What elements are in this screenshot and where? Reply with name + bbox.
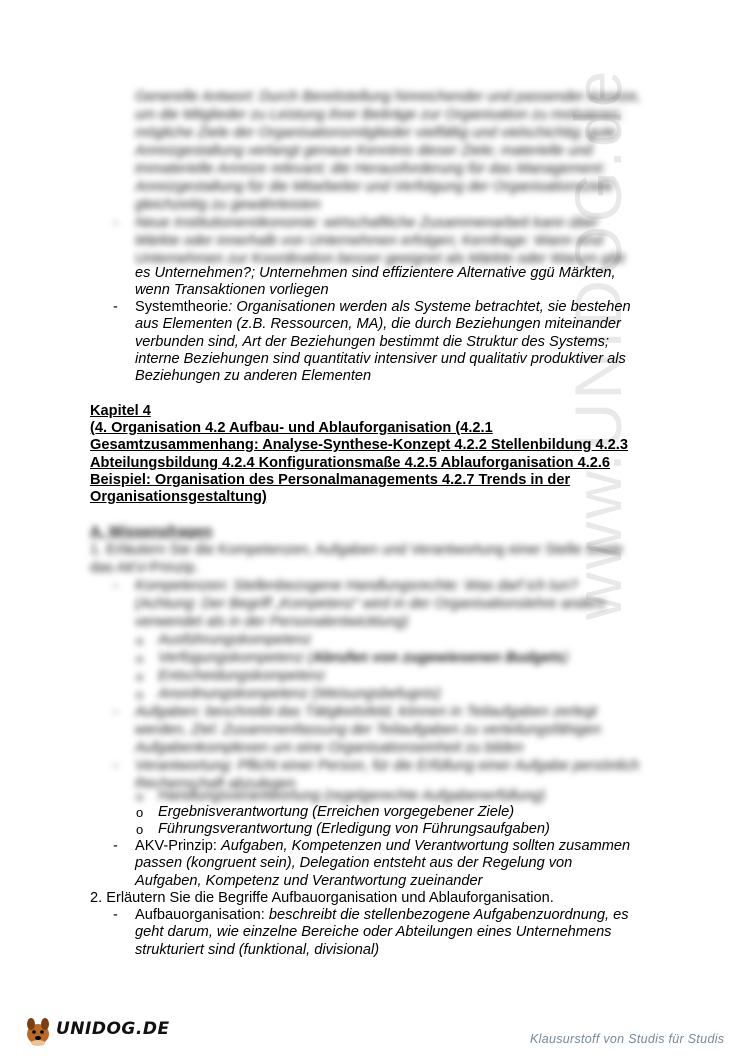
body-line: geht darum, wie einzelne Bereiche oder Abteilungen eines Unternehmens <box>135 924 612 940</box>
list-dash: - <box>113 838 118 854</box>
list-dash: - <box>113 299 118 315</box>
logo-text: UNIDOG.DE <box>56 1019 170 1039</box>
akv-line <box>135 838 630 855</box>
body-line: Führungsverantwortung (Erledigung von Führungsaufgaben) <box>158 821 550 837</box>
text: Verfügungskompetenz ( <box>158 650 313 666</box>
body-line: wenn Transaktionen vorliegen <box>135 282 329 298</box>
term: AKV-Prinzip: <box>135 838 221 854</box>
definition: beschreibt die stellenbezogene Aufgabenzuordnung, es <box>268 907 629 923</box>
body-line: es Unternehmen?; Unternehmen sind effizientere Alternative ggü Märkten, <box>135 265 616 281</box>
question: das AKV-Prinzip. <box>90 560 199 576</box>
blurred-line: Rechenschaft abzulegen <box>135 776 296 792</box>
blurred-line: Verantwortung: Pflicht einer Person, für die Erfüllung einer Aufgabe persönlich <box>135 758 640 774</box>
list-circle: o <box>136 633 144 648</box>
list-dash: - <box>113 704 118 720</box>
aufbau-line <box>135 907 629 924</box>
blurred-line: Neue Institutionenökonomie: wirtschaftliche Zusammenarbeit kann über <box>135 215 599 231</box>
blurred-line: Kompetenzen: Stellenbezogene Handlungsrechte: Was darf ich tun? <box>135 578 578 594</box>
blurred-line: verwendet als in der Personalentwicklung) <box>135 614 409 630</box>
question: 1. Erläutern Sie die Kompetenzen, Aufgaben und Verantwortung einer Stelle sowie <box>90 542 624 558</box>
definition: Aufgaben, Kompetenzen und Verantwortung sollten zusammen <box>220 838 631 854</box>
blurred-line: Aufgaben: beschreibt das Tätigkeitsfeld, können in Teilaufgaben zerlegt <box>135 704 597 720</box>
body-line: verbunden sind, Art der Beziehungen bestimmt die Struktur des Systems; <box>135 334 609 350</box>
body-line: passen (kongruent sein), Delegation entsteht aus der Regelung von <box>135 855 573 871</box>
body-line: strukturiert sind (funktional, divisional) <box>135 942 380 958</box>
blurred-line: Anreizgestaltung für die Mitarbeiter und Verfolgung der Organisationsziele <box>135 179 614 195</box>
blurred-line: immaterielle Anreize relevant; die Herausforderung für das Management: <box>135 161 606 177</box>
body-line: Beziehungen zu anderen Elementen <box>135 368 372 384</box>
list-dash: - <box>113 907 118 923</box>
blurred-line: Unternehmen zur Koordination besser geeignet als Märkte oder Warum gibt <box>135 251 625 267</box>
list-dash: - <box>113 215 118 231</box>
blurred-line: Anreizgestaltung verlangt genaue Kenntnis dieser Ziele; materielle und <box>135 143 593 159</box>
list-dash: - <box>113 758 118 774</box>
blurred-line: Anordnungskompetenz (Weisungsbefugnis) <box>158 686 441 702</box>
definition: : Organisationen werden als Systeme betrachtet, sie bestehen <box>228 299 631 315</box>
list-dash: - <box>113 578 118 594</box>
text-bold: Abrufen von zugewiesenen Budgets <box>312 650 564 666</box>
list-circle: o <box>136 687 144 702</box>
chapter-line: Beispiel: Organisation des Personalmanagements 4.2.7 Trends in der <box>90 472 571 488</box>
list-circle: o <box>136 651 144 666</box>
blurred-line: Handlungsverantwortung (regelgerechte Aufgabenerfüllung) <box>158 788 546 804</box>
blurred-line: werden, Ziel: Zusammenfassung der Teilaufgaben zu verteilungsfähigen <box>135 722 601 738</box>
systemtheorie-line <box>135 299 631 316</box>
watermark: www.UNIDOG.de <box>561 67 635 620</box>
blurred-line: um die Mitglieder zu Leistung ihrer Beiträge zur Organisation zu motivieren; <box>135 107 623 123</box>
chapter-line: Gesamtzusammenhang: Analyse-Synthese-Konzept 4.2.2 Stellenbildung 4.2.3 <box>90 437 628 453</box>
list-circle: o <box>136 822 144 837</box>
list-circle: o <box>136 805 144 820</box>
blurred-line: Märkte oder innerhalb von Unternehmen erfolgen; Kernfrage: Wann sind <box>135 233 603 249</box>
section-heading: A. Wissensfragen <box>90 524 213 540</box>
chapter-line: Abteilungsbildung 4.2.4 Konfigurationsmaße 4.2.5 Ablauforganisation 4.2.6 <box>90 455 611 471</box>
chapter-title: Kapitel 4 <box>90 403 151 419</box>
blurred-line: Entscheidungskompetenz <box>158 668 326 684</box>
term: Systemtheorie <box>135 299 229 315</box>
question: 2. Erläutern Sie die Begriffe Aufbauorganisation und Ablauforganisation. <box>90 890 554 906</box>
chapter-line: (4. Organisation 4.2 Aufbau- und Ablauforganisation (4.2.1 <box>90 420 493 436</box>
body-line: interne Beziehungen sind quantitativ intensiver und qualitativ produktiver als <box>135 351 626 367</box>
blurred-line: mögliche Ziele der Organisationsmitglieder vielfältig und vielschichtig; gute <box>135 125 617 141</box>
term: Aufbauorganisation: <box>135 907 269 923</box>
blurred-line: Ausführungskompetenz <box>158 632 312 648</box>
chapter-line: Organisationsgestaltung) <box>90 489 267 505</box>
blurred-line: Aufgabenkomplexen um eine Organisationseinheit zu bilden <box>135 740 524 756</box>
list-circle: o <box>136 669 144 684</box>
body-line: Aufgaben, Kompetenz und Verantwortung zueinander <box>135 873 483 889</box>
blurred-line: Generelle Antwort: Durch Bereitstellung hinreichender und passender Anreize, <box>135 89 641 105</box>
body-line: aus Elementen (z.B. Ressourcen, MA), die durch Beziehungen miteinander <box>135 316 621 332</box>
dog-icon <box>27 1018 49 1046</box>
blurred-line <box>158 650 569 667</box>
blurred-line: gleichzeitig zu gewährleisten <box>135 197 321 213</box>
body-line: Ergebnisverantwortung (Erreichen vorgegebener Ziele) <box>158 804 515 820</box>
footer-tagline: Klausurstoff von Studis für Studis <box>530 1032 725 1046</box>
blurred-line: (Achtung: Der Begriff „Kompetenz“ wird in der Organisationslehre anders <box>135 596 606 612</box>
list-circle: o <box>136 789 144 804</box>
text: ) <box>563 650 569 666</box>
